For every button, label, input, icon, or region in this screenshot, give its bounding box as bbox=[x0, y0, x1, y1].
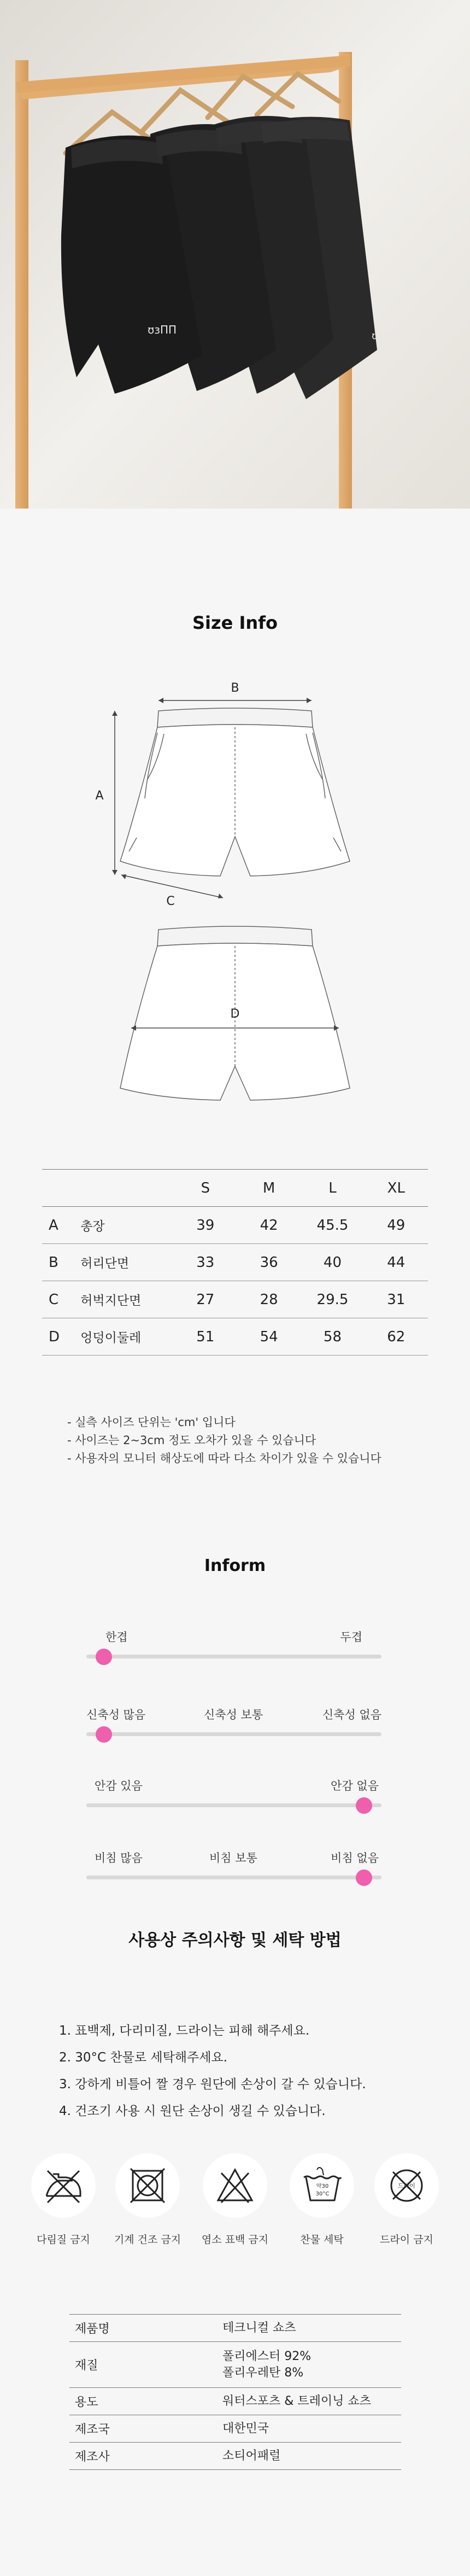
inform-indicator bbox=[96, 1649, 112, 1665]
cell-value: 54 bbox=[237, 1318, 301, 1356]
cell-value: 36 bbox=[237, 1244, 301, 1281]
cell-value: 44 bbox=[365, 1244, 428, 1281]
list-item: 2. 30°C 찬물로 세탁해주세요. bbox=[59, 2051, 227, 2065]
info-key: 제품명 bbox=[69, 2315, 222, 2342]
row-label: C bbox=[42, 1281, 80, 1318]
care-icon-item bbox=[194, 2153, 276, 2246]
care-list bbox=[59, 2018, 366, 2125]
hand-wash-icon bbox=[290, 2153, 354, 2218]
info-key: 제조사 bbox=[69, 2443, 222, 2470]
size-table-header bbox=[42, 1170, 428, 1207]
care-icon-item bbox=[22, 2153, 104, 2246]
info-value: 소티어패럴 bbox=[222, 2443, 401, 2470]
no-tumble-dry-icon bbox=[115, 2153, 180, 2218]
inform-label-right: 두겹 bbox=[340, 1631, 362, 1644]
table-row bbox=[42, 1207, 428, 1244]
hand-wash-text-1: 약30 bbox=[316, 2183, 329, 2189]
info-key: 용도 bbox=[69, 2388, 222, 2415]
icon-label: 염소 표백 금지 bbox=[201, 2234, 269, 2246]
size-col-m: M bbox=[237, 1170, 301, 1207]
icon-label: 드라이 금지 bbox=[380, 2234, 433, 2246]
no-bleach-icon bbox=[203, 2153, 267, 2218]
inform-label-middle: 신축성 보통 bbox=[204, 1708, 263, 1721]
label-d: D bbox=[230, 1007, 240, 1021]
note-line: - 사용자의 모니터 해상도에 따라 다소 차이가 있을 수 있습니다 bbox=[67, 1452, 381, 1465]
shorts-on-rack-illustration bbox=[0, 0, 470, 519]
inform-label-left: 신축성 많음 bbox=[86, 1708, 146, 1721]
icon-label: 기계 건조 금지 bbox=[114, 2234, 181, 2246]
note-line: - 실측 사이즈 단위는 'cm' 입니다 bbox=[67, 1416, 236, 1429]
care-title: 사용상 주의사항 및 세탁 방법 bbox=[128, 1931, 342, 1950]
inform-title: Inform bbox=[204, 1556, 266, 1575]
inform-label-right: 안감 없음 bbox=[331, 1779, 379, 1792]
info-value: 대한민국 bbox=[222, 2415, 401, 2443]
size-table bbox=[42, 1169, 428, 1356]
cell-value: 58 bbox=[301, 1318, 364, 1356]
info-value: 워터스포츠 & 트레이닝 쇼츠 bbox=[222, 2388, 401, 2415]
table-row bbox=[69, 2342, 401, 2388]
row-label: B bbox=[42, 1244, 80, 1281]
hero-product-photo bbox=[0, 0, 470, 519]
cell-value: 28 bbox=[237, 1281, 301, 1318]
no-ironing-icon bbox=[31, 2153, 96, 2218]
info-value: 테크니컬 쇼츠 bbox=[222, 2315, 401, 2342]
inform-row-layers bbox=[86, 1628, 381, 1672]
list-item: 1. 표백제, 다리미질, 드라이는 피해 해주세요. bbox=[59, 2024, 310, 2038]
inform-label-right: 비침 없음 bbox=[331, 1851, 379, 1865]
svg-text:ʊɜΠΠ: ʊɜΠΠ bbox=[372, 330, 398, 342]
table-row bbox=[69, 2415, 401, 2443]
cell-value: 42 bbox=[237, 1207, 301, 1244]
row-name: 엉덩이둘레 bbox=[80, 1318, 173, 1356]
size-notes bbox=[67, 1413, 381, 1468]
cell-value: 62 bbox=[365, 1318, 428, 1356]
cell-value: 49 bbox=[365, 1207, 428, 1244]
row-name: 총장 bbox=[80, 1207, 173, 1244]
svg-text:ʊɜΠΠ: ʊɜΠΠ bbox=[148, 323, 177, 336]
inform-indicator bbox=[356, 1870, 372, 1886]
icon-label: 다림질 금지 bbox=[37, 2234, 90, 2246]
note-line: - 사이즈는 2~3cm 정도 오차가 있을 수 있습니다 bbox=[67, 1434, 316, 1447]
table-row bbox=[69, 2443, 401, 2470]
label-a: A bbox=[95, 789, 104, 803]
care-icon-item bbox=[107, 2153, 189, 2246]
table-row bbox=[69, 2315, 401, 2342]
size-diagram bbox=[0, 673, 470, 1121]
table-row bbox=[42, 1281, 428, 1318]
dry-clean-text: 드라이 bbox=[398, 2182, 415, 2189]
inform-indicator bbox=[96, 1726, 112, 1743]
table-row bbox=[42, 1318, 428, 1356]
product-info-table bbox=[69, 2314, 401, 2470]
cell-value: 27 bbox=[174, 1281, 237, 1318]
cell-value: 39 bbox=[174, 1207, 237, 1244]
size-col-s: S bbox=[174, 1170, 237, 1207]
inform-row-sheerness bbox=[86, 1849, 381, 1893]
inform-track bbox=[86, 1876, 381, 1879]
no-dry-clean-icon bbox=[374, 2153, 439, 2218]
cell-value: 51 bbox=[174, 1318, 237, 1356]
size-col-l: L bbox=[301, 1170, 364, 1207]
cell-value: 33 bbox=[174, 1244, 237, 1281]
care-icon-item bbox=[366, 2153, 448, 2246]
table-row bbox=[42, 1244, 428, 1281]
size-col-xl: XL bbox=[365, 1170, 428, 1207]
inform-label-left: 비침 많음 bbox=[95, 1851, 143, 1865]
hand-wash-text-2: 30°C bbox=[315, 2191, 330, 2197]
info-value: 폴리우레탄 8% bbox=[222, 2365, 304, 2380]
cell-value: 40 bbox=[301, 1244, 364, 1281]
list-item: 3. 강하게 비틀어 짤 경우 원단에 손상이 갈 수 있습니다. bbox=[59, 2077, 366, 2092]
inform-track bbox=[86, 1803, 381, 1807]
size-info-title: Size Info bbox=[192, 612, 278, 633]
info-value: 폴리에스터 92% bbox=[222, 2349, 312, 2363]
inform-track bbox=[86, 1655, 381, 1658]
list-item: 4. 건조기 사용 시 원단 손상이 생길 수 있습니다. bbox=[59, 2104, 326, 2118]
row-label: A bbox=[42, 1207, 80, 1244]
cell-value: 29.5 bbox=[301, 1281, 364, 1318]
inform-row-stretch bbox=[86, 1706, 381, 1750]
care-icon-item bbox=[281, 2153, 363, 2246]
row-label: D bbox=[42, 1318, 80, 1356]
inform-row-lining bbox=[86, 1777, 381, 1821]
info-key: 재질 bbox=[69, 2342, 222, 2388]
label-b: B bbox=[231, 681, 239, 695]
icon-label: 찬물 세탁 bbox=[300, 2234, 344, 2246]
label-c: C bbox=[166, 895, 175, 908]
inform-indicator bbox=[356, 1797, 372, 1814]
table-row bbox=[69, 2388, 401, 2415]
cell-value: 45.5 bbox=[301, 1207, 364, 1244]
inform-label-right: 신축성 없음 bbox=[322, 1708, 381, 1721]
inform-label-middle: 비침 보통 bbox=[209, 1851, 257, 1865]
cell-value: 31 bbox=[365, 1281, 428, 1318]
inform-label-left: 한겹 bbox=[105, 1631, 128, 1644]
row-name: 허리단면 bbox=[80, 1244, 173, 1281]
info-key: 제조국 bbox=[69, 2415, 222, 2443]
inform-label-left: 안감 있음 bbox=[95, 1779, 143, 1792]
row-name: 허벅지단면 bbox=[80, 1281, 173, 1318]
inform-track bbox=[86, 1732, 381, 1736]
